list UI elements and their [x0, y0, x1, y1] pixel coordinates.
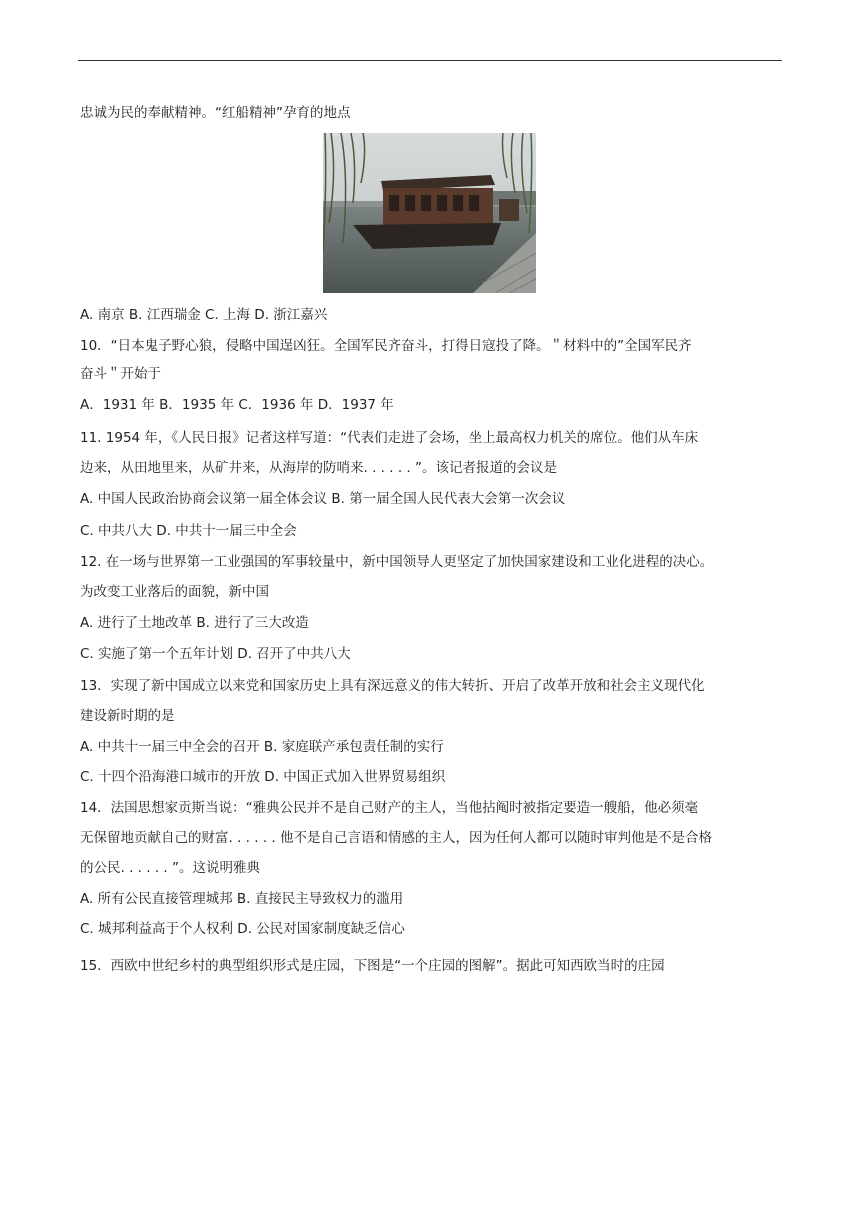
q11-line-2: 边来，从田地里来，从矿井来，从海岸的防哨来. . . . . . ”。该记者报道的会议是: [80, 460, 557, 476]
q14-line-2: 无保留地贡献自己的财富. . . . . . 他不是自己言语和情感的主人，因为任何人都可以随时审判他是不是合格: [80, 830, 712, 846]
q13-options-cd: C. 十四个沿海港口城市的开放 D. 中国正式加入世界贸易组织: [80, 769, 446, 785]
q10-line-1: 10．“日本鬼子野心狼，侵略中国逞凶狂。全国军民齐奋斗，打得日寇投了降。＂材料中的”全国军民齐: [80, 338, 692, 354]
q11-options-cd: C. 中共八大 D. 中共十一届三中全会: [80, 523, 297, 539]
q13-options-ab: A. 中共十一届三中全会的召开 B. 家庭联产承包责任制的实行: [80, 739, 444, 755]
q15-line-1: 15．西欧中世纪乡村的典型组织形式是庄园，下图是“一个庄园的图解”。据此可知西欧当时的庄园: [80, 958, 665, 974]
q13-line-2: 建设新时期的是: [80, 708, 175, 724]
q10-options: A．1931 年 B．1935 年 C．1936 年 D．1937 年: [80, 397, 394, 413]
q11-line-1: 11. 1954 年，《人民日报》记者这样写道：“代表们走进了会场，坐上最高权力机关的席位。他们从车床: [80, 430, 699, 446]
q14-line-3: 的公民. . . . . . ”。这说明雅典: [80, 860, 260, 876]
q12-line-1: 12. 在一场与世界第一工业强国的军事较量中，新中国领导人更坚定了加快国家建设和工业化进程的决心。: [80, 554, 714, 570]
red-boat-photo: [323, 133, 536, 293]
q9-options: A. 南京 B. 江西瑞金 C. 上海 D. 浙江嘉兴: [80, 307, 328, 323]
intro-line: 忠诚为民的奉献精神。“红船精神”孕育的地点: [80, 105, 351, 121]
q12-line-2: 为改变工业落后的面貌，新中国: [80, 584, 269, 600]
q13-line-1: 13．实现了新中国成立以来党和国家历史上具有深远意义的伟大转折、开启了改革开放和社会主义现代化: [80, 678, 705, 694]
q14-options-ab: A. 所有公民直接管理城邦 B. 直接民主导致权力的滥用: [80, 891, 404, 907]
q14-options-cd: C. 城邦利益高于个人权利 D. 公民对国家制度缺乏信心: [80, 921, 405, 937]
q12-options-ab: A. 进行了土地改革 B. 进行了三大改造: [80, 615, 309, 631]
q12-options-cd: C. 实施了第一个五年计划 D. 召开了中共八大: [80, 646, 351, 662]
q14-line-1: 14．法国思想家贡斯当说：“雅典公民并不是自己财产的主人，当他拈阄时被指定要造一艘船，他必须毫: [80, 800, 699, 816]
q10-line-2: 奋斗＂开始于: [80, 366, 161, 382]
header-rule: [78, 60, 782, 61]
q11-options-ab: A. 中国人民政治协商会议第一届全体会议 B. 第一届全国人民代表大会第一次会议: [80, 491, 566, 507]
